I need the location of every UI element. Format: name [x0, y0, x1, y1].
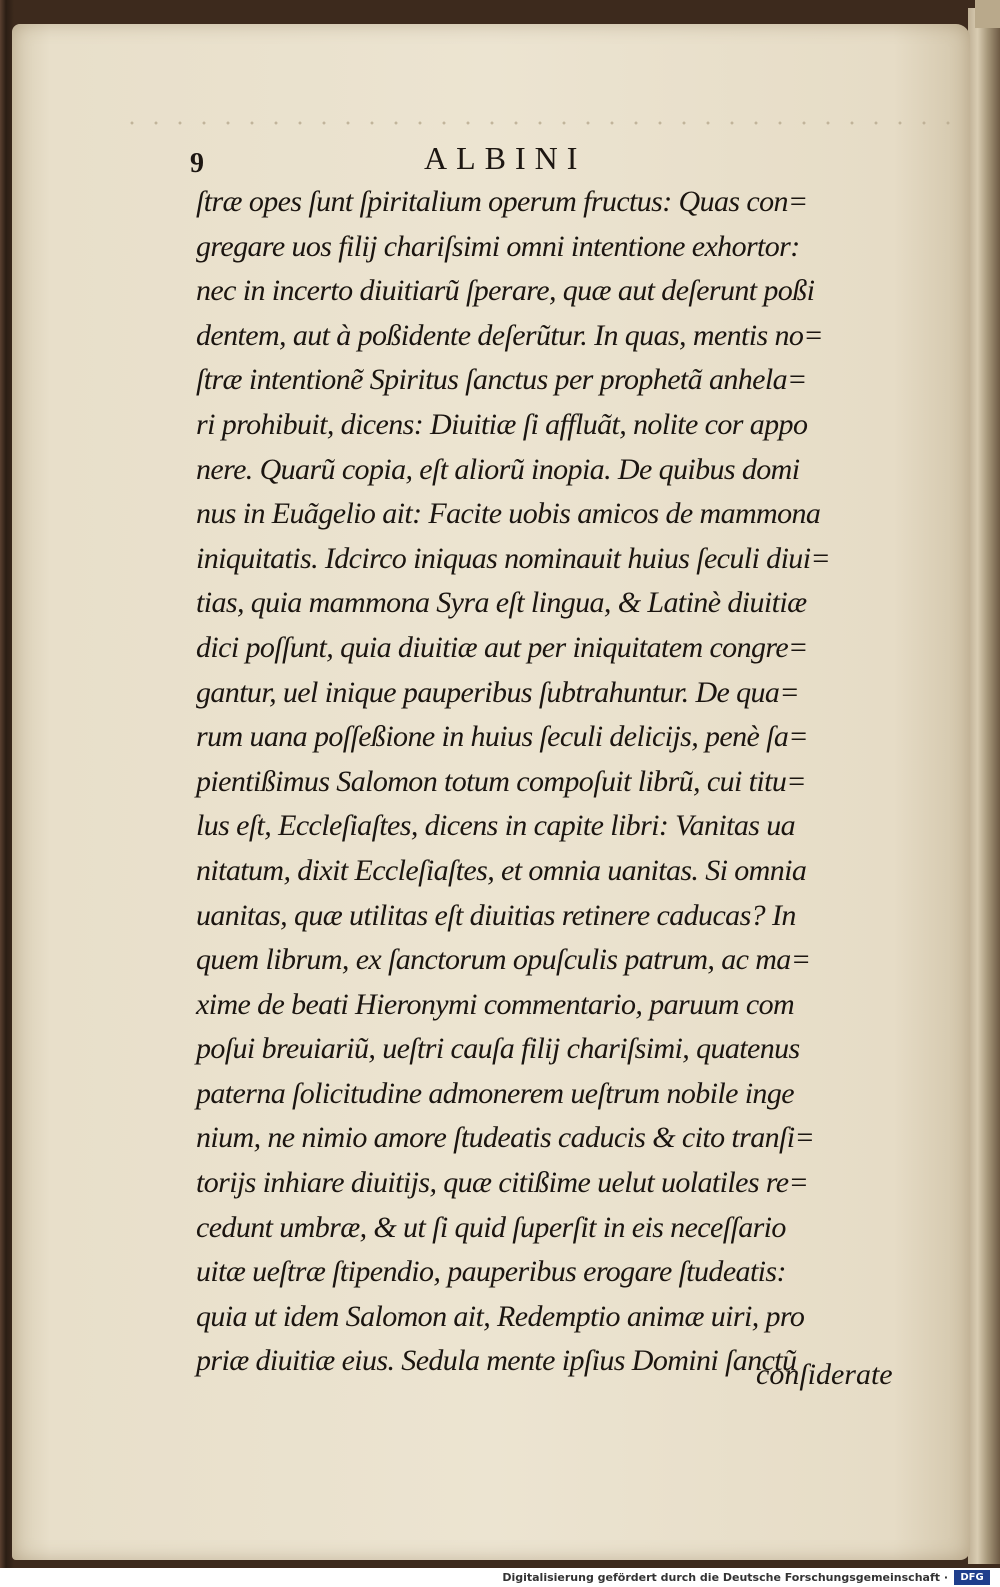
text-line: ri prohibuit, dicens: Diuitiæ ſi affluãt, nolite cor appo [196, 407, 808, 441]
text-line: dentem, aut à poßidente deſerũtur. In quas, mentis no= [196, 318, 823, 352]
digitization-credit: Digitalisierung gefördert durch die Deutsche Forschungsgemeinschaft · [502, 1571, 948, 1584]
text-line: paterna ſolicitudine admonerem ueſtrum nobile inge [196, 1076, 794, 1110]
text-line: cedunt umbræ, & ut ſi quid ſuperſit in eis neceſſario [196, 1210, 786, 1244]
text-line: xime de beati Hieronymi commentario, paruum com [196, 987, 795, 1021]
text-line: pientißimus Salomon totum compoſuit librũ, cui titu= [196, 764, 806, 798]
text-line: nus in Euãgelio ait: Facite uobis amicos de mammona [196, 497, 821, 531]
running-head: ALBINI [424, 140, 587, 176]
text-line: priæ diuitiæ eius. Sedula mente ipſius Domini ſanctũ [196, 1344, 797, 1378]
text-line: gregare uos filij chariſsimi omni intentione exhortor: [196, 229, 800, 263]
text-line: gantur, uel inique pauperibus ſubtrahuntur. De qua= [196, 675, 799, 709]
body-text [196, 180, 896, 1384]
text-line: rum uana poſſeßione in huius ſeculi delicijs, penè ſa= [196, 720, 808, 754]
catchword: conſiderate [756, 1358, 893, 1391]
text-line: quia ut idem Salomon ait, Redemptio animæ uiri, pro [196, 1299, 805, 1333]
text-line: nere. Quarũ copia, eſt aliorũ inopia. De quibus domi [196, 452, 800, 486]
dfg-logo-icon[interactable]: DFG [954, 1570, 990, 1585]
text-line: poſui breuiariũ, ueſtri cauſa filij chariſsimi, quatenus [196, 1032, 800, 1066]
page-number: 9 [190, 148, 204, 179]
text-line: uanitas, quæ utilitas eſt diuitias retinere caducas? In [196, 898, 796, 932]
text-line: iniquitatis. Idcirco iniquas nominauit huius ſeculi diui= [196, 541, 831, 575]
dotted-rule [120, 121, 960, 125]
page-stack-corner [975, 0, 1000, 28]
text-line: uitæ ueſtræ ſtipendio, pauperibus erogare ſtudeatis: [196, 1255, 786, 1289]
book-fore-edge [968, 8, 1000, 1564]
text-line: ſtræ intentionẽ Spiritus ſanctus per prophetã anhela= [196, 363, 807, 397]
text-line: nitatum, dixit Eccleſiaſtes, et omnia uanitas. Si omnia [196, 853, 807, 887]
text-line: quem librum, ex ſanctorum opuſculis patrum, ac ma= [196, 943, 811, 977]
text-line: nec in incerto diuitiarũ ſperare, quæ aut deſerunt poßi [196, 274, 815, 308]
text-line: nium, ne nimio amore ſtudeatis caducis & cito tranſi= [196, 1121, 815, 1155]
text-line: dici poſſunt, quia diuitiæ aut per iniquitatem congre= [196, 630, 808, 664]
text-line: ſtræ opes ſunt ſpiritalium operum fructus: Quas con= [196, 185, 808, 218]
text-line: lus eſt, Eccleſiaſtes, dicens in capite libri: Vanitas ua [196, 809, 796, 843]
text-line: torijs inhiare diuitijs, quæ citißime uelut uolatiles re= [196, 1166, 809, 1200]
text-line: tias, quia mammona Syra eſt lingua, & Latinè diuitiæ [196, 586, 807, 620]
